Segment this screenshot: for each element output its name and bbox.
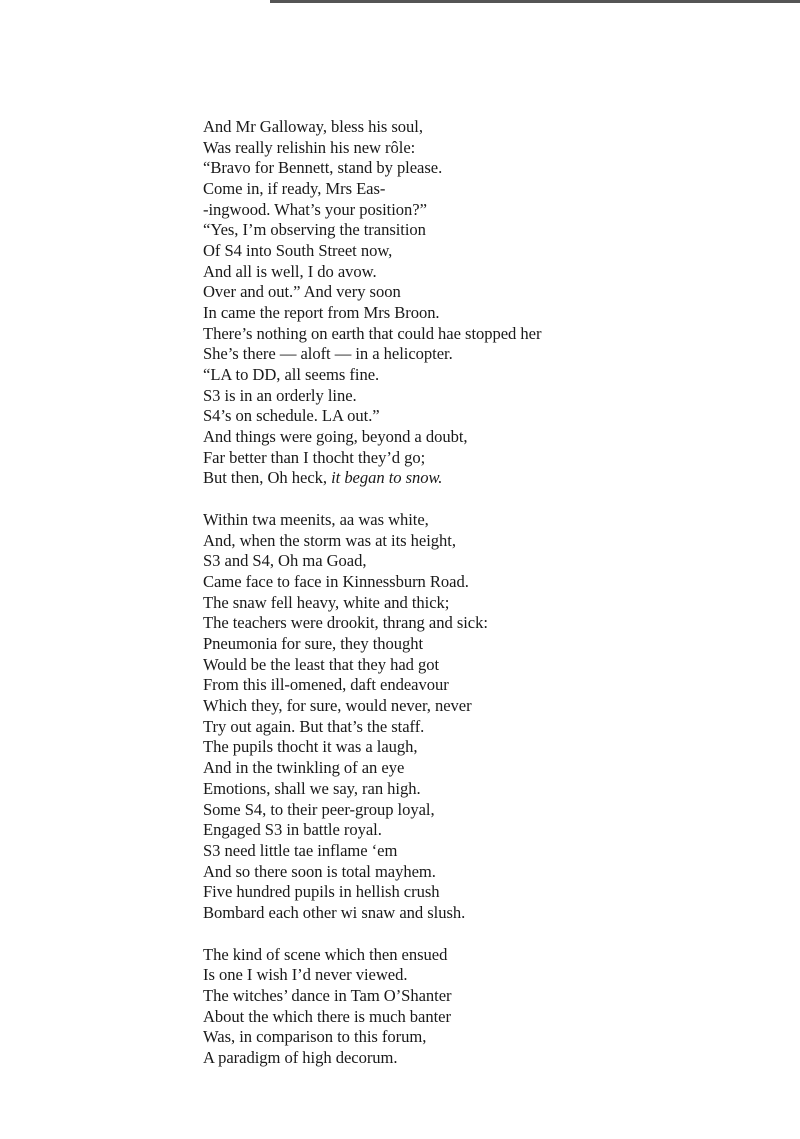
poem-line [203,200,783,221]
poem-body [203,117,783,1069]
poem-line-text: -ingwood. What’s your position?” [203,199,427,219]
poem-line-text: “LA to DD, all seems fine. [203,365,380,385]
poem-line-text: And things were going, beyond a doubt, [203,427,468,447]
poem-line-text: “Yes, I’m observing the transition [203,220,426,240]
poem-line-text: “Bravo for Bennett, stand by please. [203,158,443,178]
poem-line [203,386,783,407]
poem-line-text: Pneumonia for sure, they thought [203,634,424,654]
poem-line-text: S3 and S4, Oh ma Goad, [203,551,367,571]
poem-line-text: Came face to face in Kinnessburn Road. [203,572,469,592]
poem-line-italic-text: it began to snow. [331,468,443,488]
poem-line-text: Come in, if ready, Mrs Eas- [203,179,386,199]
top-edge-rule [270,0,800,3]
poem-line [203,613,783,634]
poem-line-text: And all is well, I do avow. [203,261,377,281]
poem-line-text: Emotions, shall we say, ran high. [203,778,421,798]
poem-line [203,862,783,883]
poem-line [203,220,783,241]
poem-line-text: Over and out.” And very soon [203,282,401,302]
poem-line [203,675,783,696]
poem-line-text: Was really relishin his new rôle: [203,137,416,157]
poem-line [203,634,783,655]
poem-line-text: And so there soon is total mayhem. [203,861,436,881]
poem-line [203,344,783,365]
poem-stanza [203,945,783,1069]
poem-line [203,965,783,986]
poem-line [203,779,783,800]
poem-line [203,427,783,448]
poem-line-text: Some S4, to their peer-group loyal, [203,799,435,819]
poem-line [203,593,783,614]
poem-line-text: The teachers were drookit, thrang and sick: [203,613,488,633]
poem-line [203,282,783,303]
poem-line-text: Far better than I thocht they’d go; [203,447,426,467]
poem-line-text: The snaw fell heavy, white and thick; [203,592,450,612]
poem-line-text: And, when the storm was at its height, [203,530,456,550]
poem-line [203,945,783,966]
poem-line [203,303,783,324]
poem-line-text: She’s there — aloft — in a helicopter. [203,344,453,364]
poem-stanza [203,510,783,923]
poem-line [203,365,783,386]
poem-line-text: The kind of scene which then ensued [203,944,448,964]
poem-line [203,138,783,159]
poem-line-text: A paradigm of high decorum. [203,1047,398,1067]
poem-line-text: Of S4 into South Street now, [203,241,393,261]
poem-line-text: Try out again. But that’s the staff. [203,716,425,736]
poem-line-text: Bombard each other wi snaw and slush. [203,902,466,922]
poem-line [203,468,783,489]
poem-line [203,820,783,841]
poem-line [203,117,783,138]
poem-line [203,986,783,1007]
poem-line-text: And Mr Galloway, bless his soul, [203,117,423,136]
poem-line [203,1048,783,1069]
poem-line [203,324,783,345]
poem-line-text: The pupils thocht it was a laugh, [203,737,418,757]
poem-line-text: S3 is in an orderly line. [203,385,357,405]
poem-line [203,572,783,593]
poem-line-text: In came the report from Mrs Broon. [203,303,440,323]
poem-line [203,758,783,779]
poem-line-text: S4’s on schedule. LA out.” [203,406,380,426]
poem-line-text: Would be the least that they had got [203,654,440,674]
poem-line [203,717,783,738]
poem-line-text: Is one I wish I’d never viewed. [203,965,408,985]
poem-line [203,448,783,469]
poem-line-text: Within twa meenits, aa was white, [203,510,429,530]
poem-line-text: Was, in comparison to this forum, [203,1027,427,1047]
poem-line-text: Which they, for sure, would never, never [203,696,472,716]
poem-line-text: S3 need little tae inflame ‘em [203,840,398,860]
poem-line [203,406,783,427]
poem-line [203,551,783,572]
poem-stanza [203,117,783,489]
poem-line [203,903,783,924]
poem-line-text: Five hundred pupils in hellish crush [203,882,440,902]
poem-line [203,510,783,531]
poem-line-text: And in the twinkling of an eye [203,758,405,778]
poem-line [203,696,783,717]
poem-line-text: About the which there is much banter [203,1006,451,1026]
poem-line [203,800,783,821]
poem-line [203,841,783,862]
poem-line-text: From this ill-omened, daft endeavour [203,675,449,695]
poem-line [203,655,783,676]
poem-line [203,1007,783,1028]
poem-line-text: But then, Oh heck, [203,468,332,488]
poem-line-text: Engaged S3 in battle royal. [203,820,382,840]
poem-line-text: The witches’ dance in Tam O’Shanter [203,985,452,1005]
poem-line [203,179,783,200]
poem-line [203,1027,783,1048]
poem-line-text: There’s nothing on earth that could hae stopped her [203,323,542,343]
poem-line [203,531,783,552]
poem-line [203,241,783,262]
poem-line [203,262,783,283]
poem-line [203,882,783,903]
poem-line [203,158,783,179]
poem-line [203,737,783,758]
